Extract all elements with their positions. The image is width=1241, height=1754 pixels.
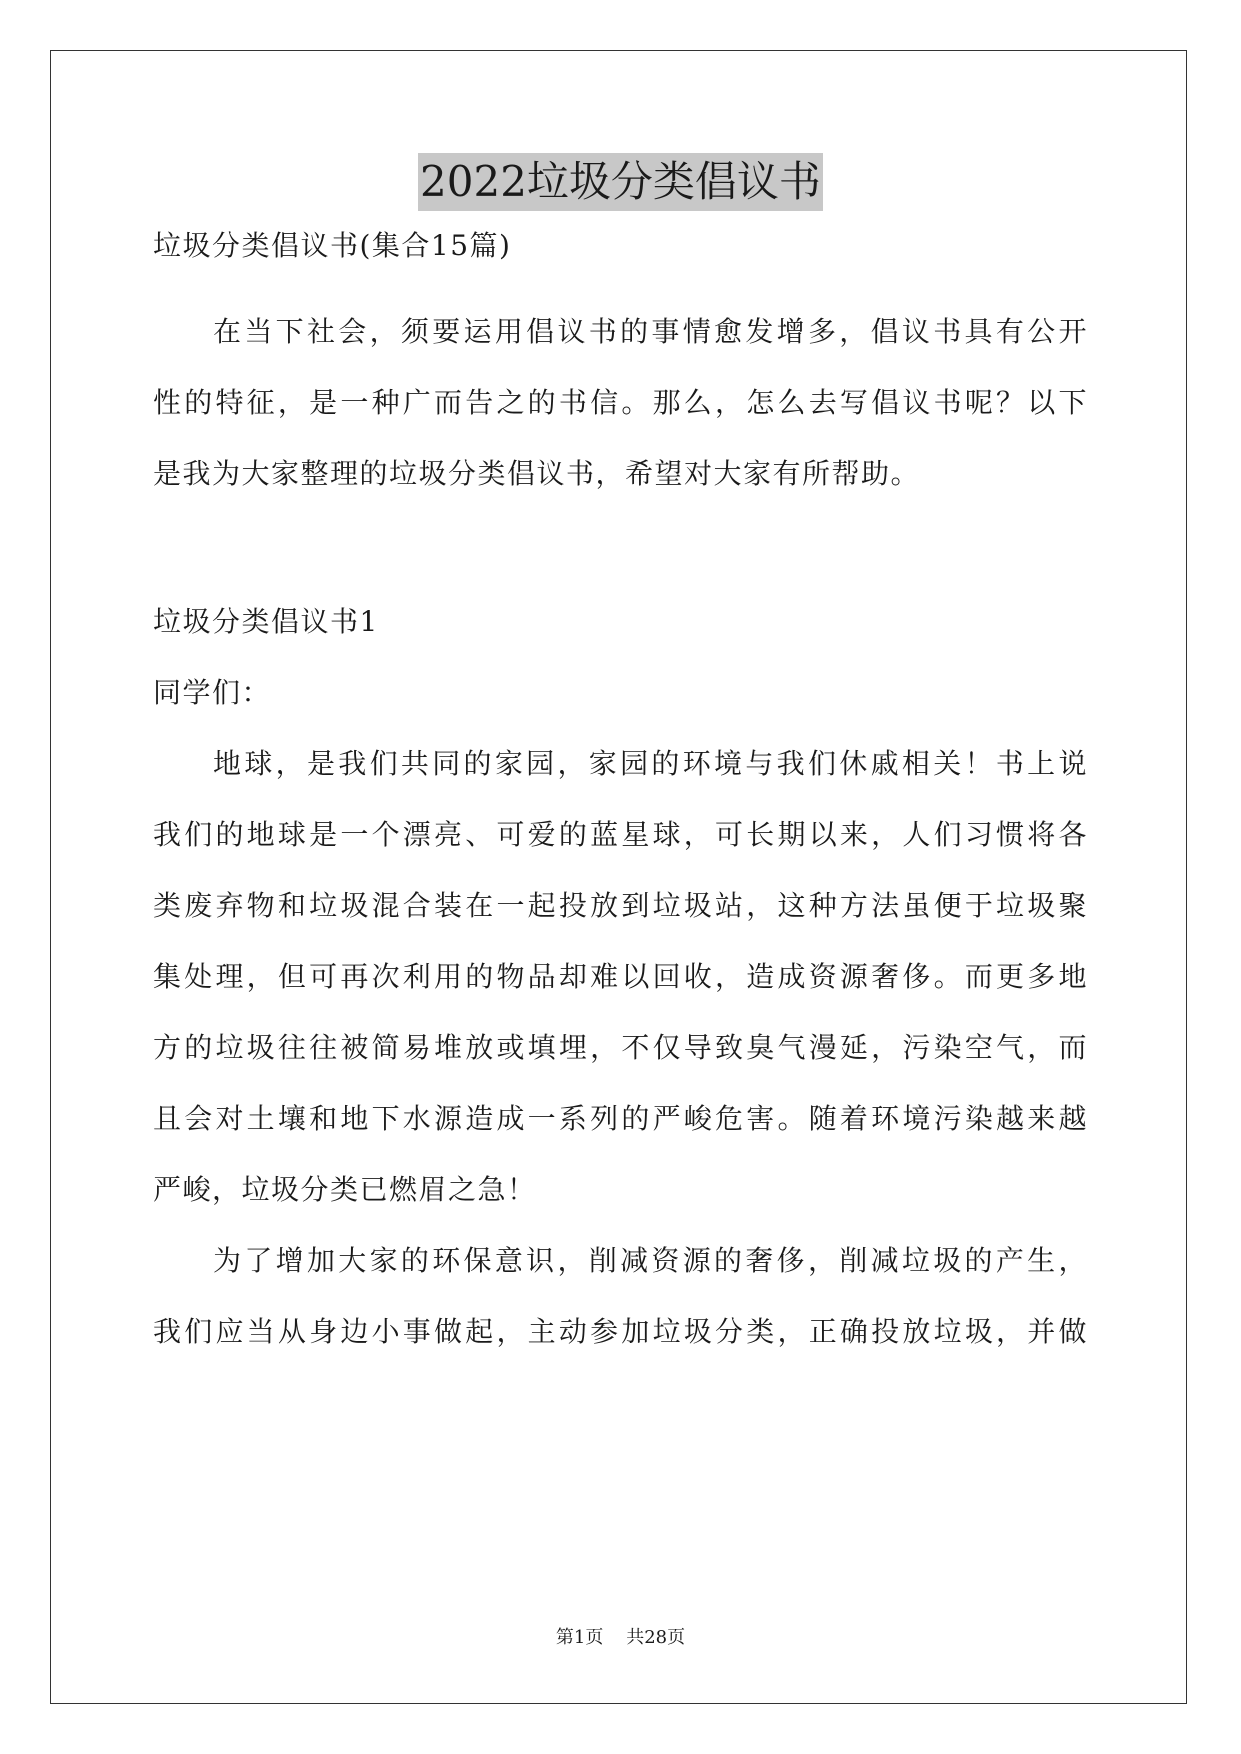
paragraph1-line-7: 严峻，垃圾分类已燃眉之急！	[153, 1173, 537, 1206]
paragraph1-line-3: 类废弃物和垃圾混合装在一起投放到垃圾站，这种方法虽便于垃圾聚	[153, 889, 1088, 922]
paragraph1-line-6: 且会对土壤和地下水源造成一系列的严峻危害。随着环境污染越来越	[153, 1102, 1088, 1135]
paragraph1-line-1: 地球，是我们共同的家园，家园的环境与我们休戚相关！书上说	[213, 747, 1088, 780]
intro-line-3: 是我为大家整理的垃圾分类倡议书，希望对大家有所帮助。	[153, 457, 921, 490]
salutation: 同学们：	[153, 676, 272, 709]
page-total: 共28页	[626, 1627, 686, 1648]
paragraph1-line-2: 我们的地球是一个漂亮、可爱的蓝星球，可长期以来，人们习惯将各	[153, 818, 1088, 851]
subtitle: 垃圾分类倡议书(集合15篇)	[153, 229, 512, 262]
paragraph2-line-1: 为了增加大家的环保意识，削减资源的奢侈，削减垃圾的产生，	[213, 1244, 1088, 1277]
document-title: 2022垃圾分类倡议书	[418, 153, 823, 211]
intro-line-1: 在当下社会，须要运用倡议书的事情愈发增多，倡议书具有公开	[213, 315, 1088, 348]
title-container	[0, 153, 1241, 211]
paragraph1-line-4: 集处理，但可再次利用的物品却难以回收，造成资源奢侈。而更多地	[153, 960, 1088, 993]
paragraph2-line-2: 我们应当从身边小事做起，主动参加垃圾分类，正确投放垃圾，并做	[153, 1315, 1088, 1348]
intro-line-2: 性的特征，是一种广而告之的书信。那么，怎么去写倡议书呢？以下	[153, 386, 1088, 419]
page-footer	[0, 1627, 1241, 1649]
paragraph1-line-5: 方的垃圾往往被简易堆放或填埋，不仅导致臭气漫延，污染空气，而	[153, 1031, 1088, 1064]
page-border	[50, 50, 1187, 1704]
page-number: 第1页	[555, 1627, 604, 1648]
section-title: 垃圾分类倡议书1	[153, 605, 379, 638]
